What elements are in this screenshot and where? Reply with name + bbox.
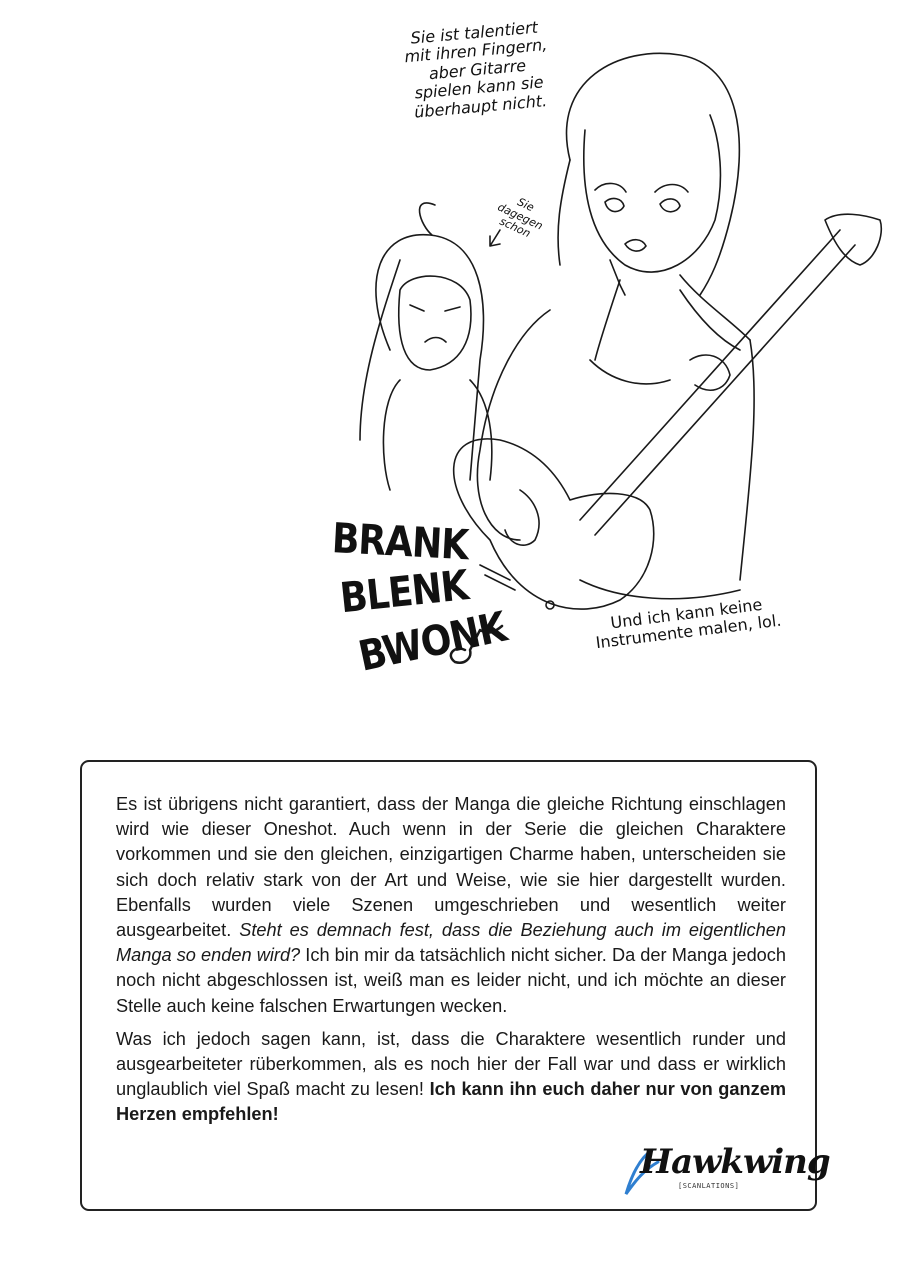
- afterword-textbox: [80, 760, 830, 1211]
- hawkwing-logo: [622, 1142, 830, 1196]
- paragraph-1-text: Es ist übrigens nicht garantiert, dass der Manga die gleiche Richtung einschlagen wird wie dieser Oneshot. Auch wenn in der Serie die gleichen Charaktere vorkommen und sie den gleichen, einzigartigen Charme haben, unterscheiden sie sich doch relativ stark von der Art und Weise, wie sie hier dargestellt wurden. Ebenfalls wurden viele Szenen umgeschrieben und wesentlich weiter ausgearbeitet.: [116, 794, 786, 941]
- sound-effect-2: BLENK: [337, 562, 471, 623]
- paragraph-1-italic: Steht es demnach fest, dass die Beziehung auch im eigentlichen Manga so enden wird?: [116, 920, 786, 966]
- guitar-head: [825, 214, 881, 265]
- paragraph-2: [116, 1027, 786, 1128]
- guitar-body: [454, 439, 654, 609]
- main-girl-body: [477, 310, 550, 540]
- small-girl-face: [399, 276, 471, 370]
- side-note-top: Sie ist talentiert mit ihren Fingern, aber Gitarre spielen kann sie überhaupt nicht.: [403, 17, 549, 122]
- guitar-neck: [580, 230, 855, 535]
- sound-effect-1: BRANK: [330, 515, 470, 570]
- paragraph-2-bold: Ich kann ihn euch daher nur von ganzem Herzen empfehlen!: [116, 1079, 786, 1125]
- logo-subtitle: [SCANLATIONS]: [678, 1182, 740, 1190]
- logo-name: Hawkwing: [640, 1142, 830, 1182]
- sound-effect-3: BWONK: [354, 603, 511, 682]
- paragraph-1-text-end: Ich bin mir da tatsächlich nicht sicher. Da der Manga jedoch noch nicht abgeschlossen ist, weiß man es leider nicht, und ich möchte an dieser Stelle auch keine falschen Erwartungen wecken.: [116, 945, 787, 1016]
- strumming-hand: [505, 490, 539, 545]
- main-girl-hair: [567, 53, 740, 295]
- afterword-text: [116, 792, 786, 1136]
- main-girl-face: [584, 115, 721, 272]
- side-note-bottom: Und ich kann keine Instrumente malen, lol.: [594, 594, 783, 653]
- paragraph-1: [116, 792, 786, 1019]
- side-note-small: Sie dagegen schon: [495, 195, 545, 241]
- paragraph-2-text: Was ich jedoch sagen kann, ist, dass die Charaktere wesentlich runder und ausgearbeiteter rüberkommen, als es noch hier der Fall war und dass er wirklich unglaublich viel Spaß macht zu lesen!: [116, 1028, 786, 1100]
